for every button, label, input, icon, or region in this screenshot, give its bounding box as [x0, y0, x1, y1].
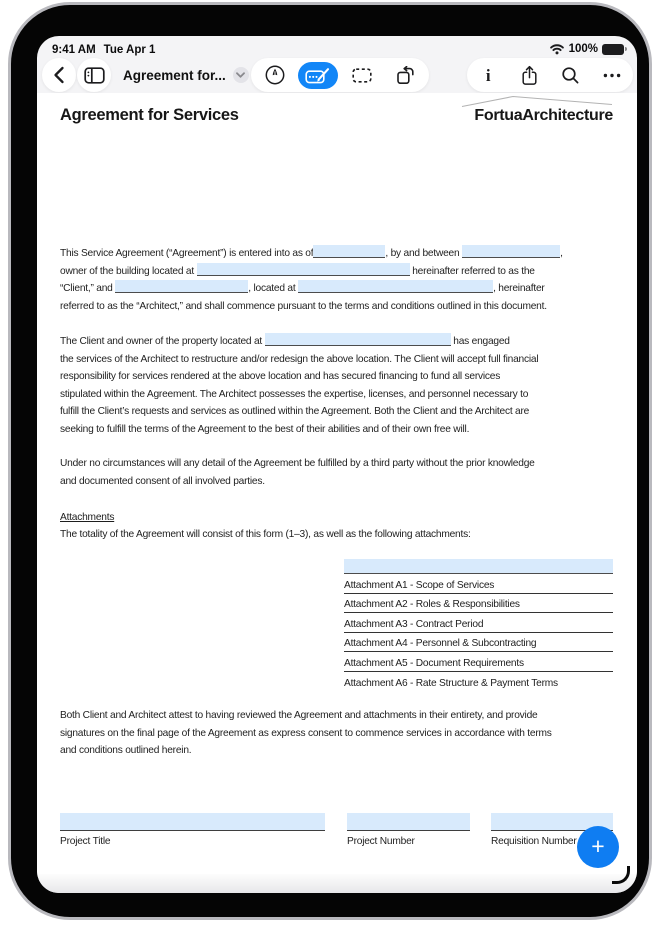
chevron-down-icon [233, 67, 249, 83]
attachment-row [344, 633, 613, 653]
attachments-intro: The totality of the Agreement will consist of this form (1–3), as well as the following attachments: [60, 529, 471, 540]
company-logo-text: FortuaArchitecture [474, 107, 613, 124]
document-line [60, 263, 563, 281]
dashed-selection-icon [352, 68, 372, 83]
form-field-blank[interactable] [197, 263, 410, 276]
logo-roof-icon [461, 94, 613, 108]
document-text: and conditions outlined herein. [60, 745, 192, 756]
document-line [60, 455, 535, 473]
document-line [60, 421, 538, 439]
document-text: , by and between [385, 248, 463, 259]
attachment-label: Attachment A1 - Scope of Services [344, 579, 495, 591]
paragraph-intro [60, 245, 563, 315]
project-number-field [347, 813, 470, 847]
document-line [60, 473, 535, 491]
sidebar-toggle-button[interactable] [77, 58, 111, 92]
document-line [60, 742, 552, 760]
document-text: seeking to fulfill the terms of the Agreement to the best of their abilities and of their own free will. [60, 423, 470, 435]
attachment-label: Attachment A2 - Roles & Responsibilities [344, 599, 520, 610]
chevron-left-icon [53, 66, 65, 84]
document-text: , located at [248, 283, 299, 294]
document-text: , hereinafter [493, 283, 545, 294]
share-icon [521, 65, 538, 86]
rotate-icon [396, 66, 415, 85]
document-text: This Service Agreement (“Agreement”) is entered into as of [60, 248, 314, 259]
page-bottom-shadow [37, 874, 637, 893]
document-text: and documented consent of all involved parties. [60, 475, 265, 487]
company-logo [461, 94, 613, 124]
document-page [37, 93, 637, 874]
attachment-row [344, 613, 613, 633]
document-text: The Client and owner of the property located at [60, 336, 265, 347]
attachment-label: Attachment A3 - Contract Period [344, 618, 484, 630]
battery-percent: 100% [568, 43, 598, 55]
form-fill-button[interactable] [298, 62, 338, 89]
attachment-label: Attachment A4 - Personnel & Subcontracting [344, 638, 537, 649]
info-icon: i [485, 65, 491, 85]
project-number-input[interactable] [347, 813, 470, 831]
attachment-row [344, 652, 613, 672]
form-field-blank[interactable] [298, 280, 493, 293]
markup-pen-button[interactable] [255, 60, 295, 90]
document-text: fulfill the Client’s requests and services as outlined within the Agreement. Both the Client and the Architect are [60, 406, 530, 417]
document-line [60, 386, 538, 404]
form-field-blank[interactable] [313, 245, 385, 258]
paragraph-third-party [60, 455, 535, 490]
document-text: signatures on the final page of the Agreement as express consent to commence services in accordance with terms [60, 727, 552, 739]
sidebar-icon [84, 67, 105, 84]
more-button[interactable] [592, 60, 632, 90]
document-line [60, 368, 538, 386]
document-text: has engaged [450, 336, 510, 347]
document-text: referred to as the “Architect,” and shall commence pursuant to the terms and conditions outlined in this document. [60, 300, 547, 312]
rotate-button[interactable] [385, 60, 425, 90]
document-line [60, 333, 538, 351]
document-text: stipulated within the Agreement. The Architect possesses the expertise, licenses, and personnel necessary to [60, 388, 529, 400]
document-text: owner of the building located at [60, 265, 197, 277]
back-button[interactable] [42, 58, 76, 92]
document-line [60, 403, 538, 421]
screen [37, 36, 637, 893]
search-icon [561, 66, 580, 85]
info-button[interactable] [468, 60, 508, 90]
attachments-table [344, 559, 613, 691]
document-line [60, 280, 563, 298]
pen-circle-icon [263, 63, 287, 87]
requisition-number-label: Requisition Number [491, 836, 577, 847]
status-date: Tue Apr 1 [103, 44, 156, 56]
attachment-row [344, 594, 613, 614]
ellipsis-icon [603, 73, 621, 78]
attachments-heading: Attachments [60, 512, 115, 523]
markup-tools-pill [251, 58, 429, 92]
document-text: responsibility for services rendered at the above location and has secured financing to fund all services [60, 371, 501, 382]
document-text: , [560, 248, 563, 259]
project-number-label: Project Number [347, 836, 415, 847]
paragraph-engagement [60, 333, 538, 438]
attachment-field-blank[interactable] [344, 559, 613, 574]
plus-icon: + [591, 832, 605, 859]
attachment-label: Attachment A5 - Document Requirements [344, 657, 524, 669]
document-line [60, 298, 563, 316]
wifi-icon [549, 43, 565, 55]
document-text: Both Client and Architect attest to having reviewed the Agreement and attachments in their entirety, and provide [60, 710, 538, 721]
ipad-device-frame [8, 2, 652, 920]
document-line [60, 725, 552, 743]
document-text: “Client,” and [60, 283, 116, 294]
document-heading: Agreement for Services [60, 106, 239, 124]
battery-icon [602, 44, 624, 55]
attachments-list [344, 574, 613, 691]
document-line [60, 707, 552, 725]
document-title: Agreement for... [123, 67, 226, 83]
paragraph-closing [60, 707, 552, 760]
attachment-label: Attachment A6 - Rate Structure & Payment Terms [344, 678, 558, 689]
select-area-button[interactable] [342, 60, 382, 90]
document-actions-pill [467, 58, 633, 92]
document-text: hereinafter referred to as the [409, 265, 535, 277]
search-button[interactable] [551, 60, 591, 90]
document-line [60, 245, 563, 263]
project-title-label: Project Title [60, 836, 111, 847]
attachment-row [344, 672, 613, 692]
document-title-menu[interactable] [123, 58, 249, 92]
form-field-blank[interactable] [265, 333, 451, 346]
form-field-blank[interactable] [462, 245, 560, 258]
attachment-row [344, 574, 613, 594]
document-text: the services of the Architect to restructure and/or redesign the above location. The Client will accept full financial [60, 353, 539, 365]
form-field-blank[interactable] [115, 280, 248, 293]
status-time: 9:41 AM [52, 44, 96, 56]
document-text: Under no circumstances will any detail of the Agreement be fulfilled by a third party without the prior knowledge [60, 458, 535, 469]
add-button[interactable] [577, 826, 619, 868]
project-title-input[interactable] [60, 813, 325, 831]
document-line [60, 351, 538, 369]
project-title-field [60, 813, 325, 847]
form-fill-icon [305, 66, 331, 85]
share-button[interactable] [509, 60, 549, 90]
